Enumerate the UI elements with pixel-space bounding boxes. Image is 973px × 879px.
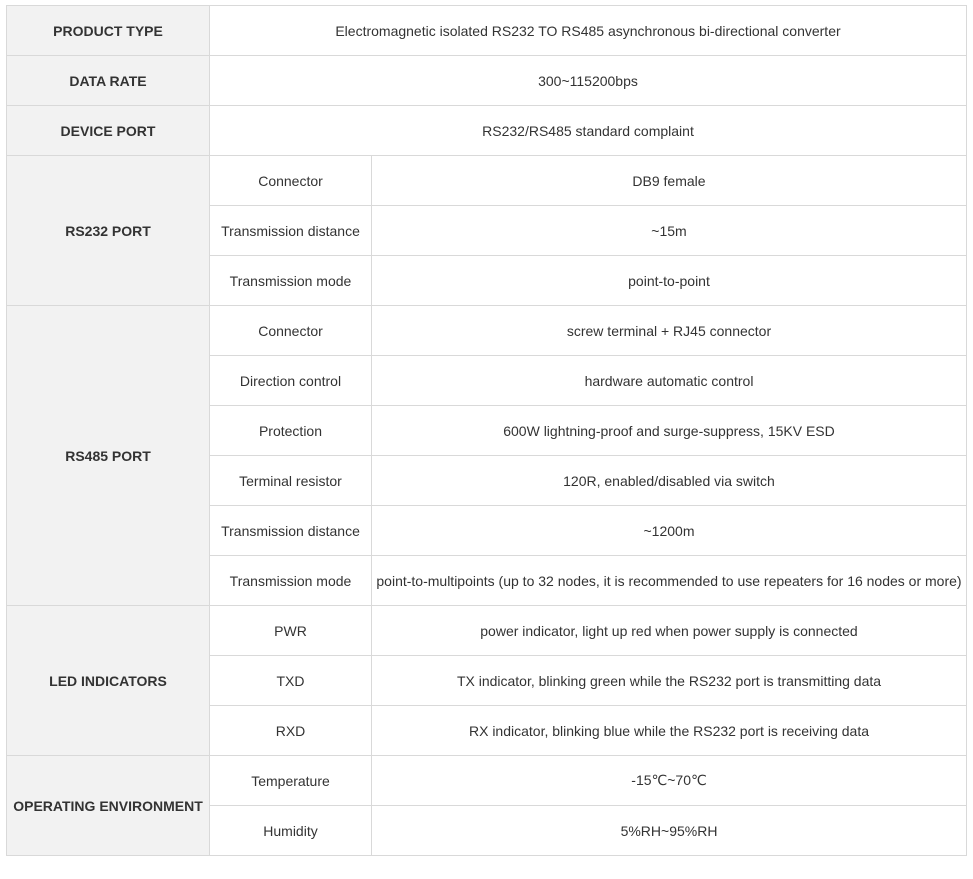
item-name: Humidity	[210, 806, 372, 856]
item-name: Protection	[210, 406, 372, 456]
item-value: hardware automatic control	[372, 356, 967, 406]
group-label-led-indicators: LED INDICATORS	[7, 606, 210, 756]
item-value: power indicator, light up red when power supply is connected	[372, 606, 967, 656]
item-name: Transmission distance	[210, 506, 372, 556]
item-value: screw terminal + RJ45 connector	[372, 306, 967, 356]
group-label-rs485-port: RS485 PORT	[7, 306, 210, 606]
item-value: RX indicator, blinking blue while the RS232 port is receiving data	[372, 706, 967, 756]
row-label-product-type: PRODUCT TYPE	[7, 6, 210, 56]
item-value: DB9 female	[372, 156, 967, 206]
group-label-operating-environment: OPERATING ENVIRONMENT	[7, 756, 210, 856]
item-value: point-to-point	[372, 256, 967, 306]
row-value-product-type: Electromagnetic isolated RS232 TO RS485 asynchronous bi-directional converter	[210, 6, 967, 56]
item-name: Connector	[210, 156, 372, 206]
item-name: Transmission distance	[210, 206, 372, 256]
item-value: 600W lightning-proof and surge-suppress, 15KV ESD	[372, 406, 967, 456]
item-name: Direction control	[210, 356, 372, 406]
table-row	[7, 306, 967, 356]
table-row	[7, 6, 967, 56]
spec-table	[6, 5, 967, 856]
item-name: Transmission mode	[210, 256, 372, 306]
item-value: 5%RH~95%RH	[372, 806, 967, 856]
item-name: Terminal resistor	[210, 456, 372, 506]
table-row	[7, 106, 967, 156]
item-value: ~1200m	[372, 506, 967, 556]
item-name: TXD	[210, 656, 372, 706]
table-row	[7, 756, 967, 806]
item-value: 120R, enabled/disabled via switch	[372, 456, 967, 506]
table-row	[7, 156, 967, 206]
item-value: TX indicator, blinking green while the RS232 port is transmitting data	[372, 656, 967, 706]
row-label-device-port: DEVICE PORT	[7, 106, 210, 156]
item-value: -15℃~70℃	[372, 756, 967, 806]
item-value: ~15m	[372, 206, 967, 256]
item-name: Transmission mode	[210, 556, 372, 606]
item-name: Temperature	[210, 756, 372, 806]
item-name: Connector	[210, 306, 372, 356]
item-name: PWR	[210, 606, 372, 656]
row-value-device-port: RS232/RS485 standard complaint	[210, 106, 967, 156]
item-name: RXD	[210, 706, 372, 756]
table-row	[7, 56, 967, 106]
item-value: point-to-multipoints (up to 32 nodes, it is recommended to use repeaters for 16 nodes or more)	[372, 556, 967, 606]
table-row	[7, 606, 967, 656]
group-label-rs232-port: RS232 PORT	[7, 156, 210, 306]
row-label-data-rate: DATA RATE	[7, 56, 210, 106]
row-value-data-rate: 300~115200bps	[210, 56, 967, 106]
